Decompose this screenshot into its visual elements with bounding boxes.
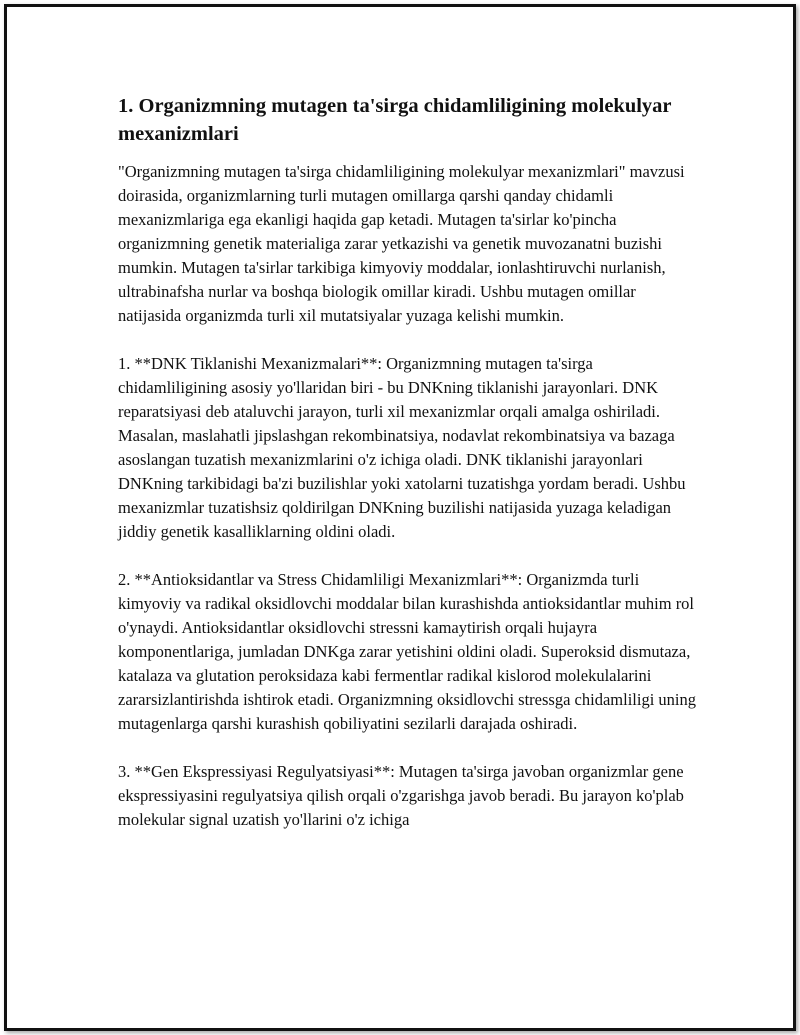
document-title: 1. Organizmning mutagen ta'sirga chidamliligining molekulyar mexanizmlari [118, 95, 672, 145]
dna-repair-paragraph: 1. **DNK Tiklanishi Mexanizmalari**: Organizmning mutagen ta'sirga chidamliligining asosiy yo'llaridan biri - bu DNKning tiklanishi jarayonlari. DNK reparatsiyasi deb ataluvchi jarayon, turli xil mexanizmlar orqali amalga oshiriladi. Masalan, maslahatli jipslashgan rekombinatsiya, nodavlat rekombinatsiya va bazaga asoslangan tuzatish mexanizmlarini o'z ichiga oladi. DNK tiklanishi jarayonlari DNKning tarkibidagi ba'zi buzilishlar yoki xatolarni tuzatishga yordam beradi. Ushbu mexanizmlar tuzatishsiz qoldirilgan DNKning buzilishi natijasida yuzaga keladigan jiddiy genetik kasalliklarning oldini oladi. [118, 354, 686, 541]
antioxidants-paragraph: 2. **Antioksidantlar va Stress Chidamliligi Mexanizmlari**: Organizmda turli kimyoviy va radikal oksidlovchi moddalar bilan kurashishda antioksidantlar muhim rol o'ynaydi. Antioksidantlar oksidlovchi stressni kamaytirish orqali hujayra komponentlariga, jumladan DNKga zarar yetishini oldini oladi. Superoksid dismutaza, katalaza va glutation peroksidaza kabi fermentlar radikal kislorod molekulalarini zararsizlantirishda ishtirok etadi. Organizmning oksidlovchi stressga chidamliligi uning mutagenlarga qarshi kurashish qobiliyatini sezilarli darajada oshiradi. [118, 570, 696, 733]
document-body [118, 92, 698, 856]
gene-expression-paragraph: 3. **Gen Ekspressiyasi Regulyatsiyasi**: Mutagen ta'sirga javoban organizmlar gene ekspressiyasini regulyatsiya qilish orqali o'zgarishga javob beradi. Bu jarayon ko'plab molekular signal uzatish yo'llarini o'z ichiga [118, 762, 684, 829]
intro-paragraph: "Organizmning mutagen ta'sirga chidamliligining molekulyar mexanizmlari" mavzusi doirasida, organizmlarning turli mutagen omillarga qarshi qanday chidamli mexanizmlariga ega ekanligi haqida gap ketadi. Mutagen ta'sirlar ko'pincha organizmning genetik materialiga zarar yetkazishi va genetik muvozanatni buzishi mumkin. Mutagen ta'sirlar tarkibiga kimyoviy moddalar, ionlashtiruvchi nurlanish, ultrabinafsha nurlar va boshqa biologik omillar kiradi. Ushbu mutagen omillar natijasida organizmda turli xil mutatsiyalar yuzaga kelishi mumkin. [118, 162, 685, 325]
